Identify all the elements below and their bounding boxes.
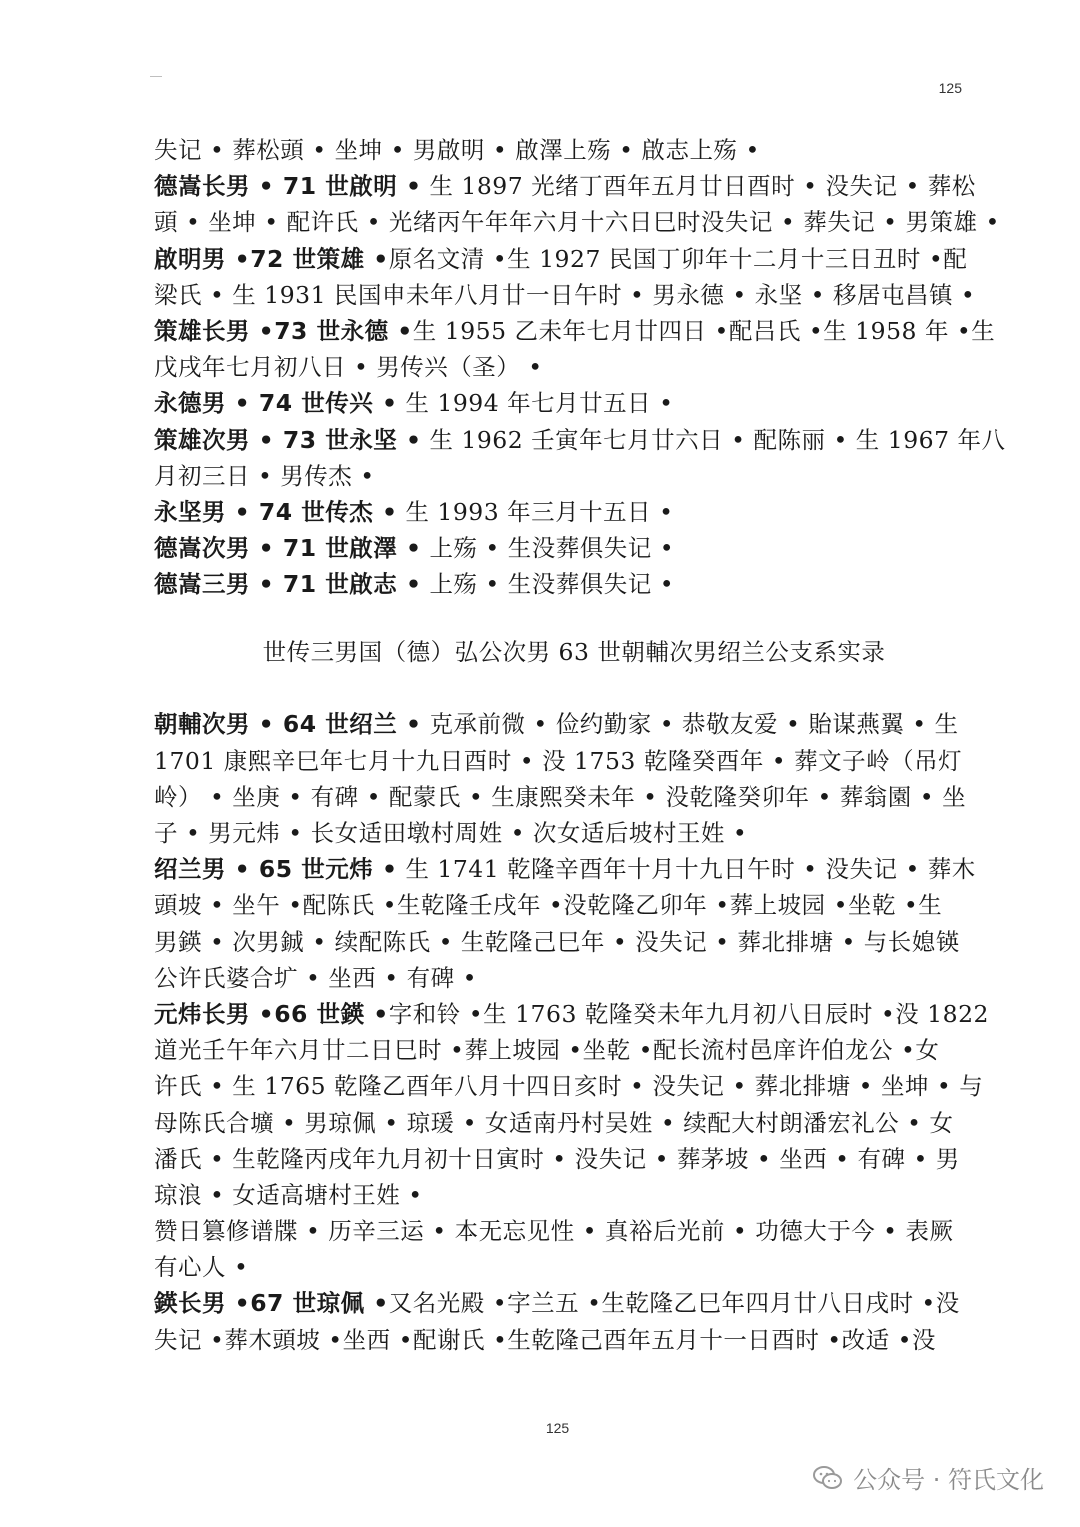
text-line [154, 385, 964, 421]
entry-heading: 德嵩长男 • 71 世啟明 • [154, 172, 422, 201]
text-line [154, 815, 964, 851]
entry-text: 上殇 • 生没葬俱失记 • [421, 534, 675, 563]
text-line [154, 566, 964, 602]
entry-text: 生 1994 年七月廿五日 • [397, 389, 674, 418]
text-line [154, 851, 976, 887]
entry-text: 頭 • 坐坤 • 配许氏 • 光绪丙午年年六月十六日巳时没失记 • 葬失记 • 男策雄 • [154, 208, 1000, 237]
watermark [813, 1460, 1044, 1495]
entry-heading: 德嵩三男 • 71 世啟志 • [154, 570, 422, 599]
entry-heading: 鍈长男 •67 世琼佩 • [154, 1289, 389, 1318]
text-line [154, 530, 964, 566]
entry-text: 頭坡 • 坐午 •配陈氏 •生乾隆壬戌年 •没乾隆乙卯年 •葬上坡园 •坐乾 •生 [154, 891, 943, 920]
entry-text: 子 • 男元炜 • 长女适田墩村周姓 • 次女适后坡村王姓 • [154, 819, 748, 847]
entry-heading: 策雄次男 • 73 世永坚 • [154, 425, 422, 454]
text-line [154, 204, 1000, 240]
text-line [154, 924, 964, 960]
text-line [154, 458, 964, 494]
entry-text: 生 1897 光绪丁酉年五月廿日酉时 • 没失记 • 葬松 [421, 172, 976, 201]
entry-text: 母陈氏合壙 • 男琼佩 • 琼瑗 • 女适南丹村吴姓 • 续配大村朗潘宏礼公 • 女 [154, 1108, 954, 1137]
entry-text: 道光壬午年六月廿二日巳时 •葬上坡园 •坐乾 •配长流村邑庠许伯龙公 •女 [154, 1036, 940, 1065]
text-line [154, 277, 976, 313]
text-line [154, 1322, 964, 1358]
entry-text: 生 1962 壬寅年七月廿六日 • 配陈丽 • 生 1967 年八 [421, 425, 1006, 454]
header-rule-mark [150, 76, 162, 77]
wechat-icon [813, 1465, 843, 1491]
entry-text: 有心人 • [154, 1253, 249, 1282]
entry-text: 又名光殿 •字兰五 •生乾隆乙巳年四月廿八日戌时 •没 [388, 1289, 960, 1318]
entry-text: 克承前微 • 俭约勤家 • 恭敬友爱 • 貽谋燕翼 • 生 [421, 710, 959, 739]
entry-heading: 朝輔次男 • 64 世绍兰 • [154, 710, 422, 739]
page-number-top: 125 [938, 80, 962, 96]
entry-text: 月初三日 • 男传杰 • [154, 461, 375, 490]
text-line [154, 132, 964, 168]
entry-text: 许氏 • 生 1765 乾隆乙酉年八月十四日亥时 • 没失记 • 葬北排塘 • 坐坤 • 与 [154, 1072, 984, 1101]
entry-text: 男鍈 • 次男鋮 • 续配陈氏 • 生乾隆己巳年 • 没失记 • 葬北排塘 • 与长媳锳 [154, 927, 960, 956]
text-line [154, 349, 964, 385]
text-line [154, 1105, 964, 1141]
entry-heading: 啟明男 •72 世策雄 • [154, 244, 389, 273]
entry-text: 赞日篡修谱牒 • 历辛三运 • 本无忘见性 • 真裕后光前 • 功德大于今 • 表厥 [154, 1217, 954, 1246]
entry-text: 公许氏婆合圹 • 坐西 • 有碑 • [154, 963, 477, 992]
entry-text: 上殇 • 生没葬俱失记 • [421, 570, 675, 599]
entry-text: 琼浪 • 女适高塘村王姓 • [154, 1180, 423, 1209]
text-line [154, 1032, 964, 1068]
entry-text: 字和铃 •生 1763 乾隆癸未年九月初八日辰时 •没 1822 [388, 999, 989, 1028]
text-line [154, 996, 989, 1032]
text-line [154, 1249, 964, 1285]
entry-text: 潘氏 • 生乾隆丙戌年九月初十日寅时 • 没失记 • 葬茅坡 • 坐西 • 有碑 • 男 [154, 1144, 960, 1173]
top-lines [154, 132, 1006, 602]
text-line [154, 743, 964, 779]
entry-heading: 永坚男 • 74 世传杰 • [154, 497, 398, 526]
entry-text: 失记 • 葬松頭 • 坐坤 • 男啟明 • 啟澤上殇 • 啟志上殇 • [154, 136, 760, 164]
text-line [154, 313, 996, 349]
text-line [154, 1285, 964, 1321]
entry-text: 梁氏 • 生 1931 民国申未年八月廿一日午时 • 男永德 • 永坚 • 移居屯昌镇 • [154, 280, 976, 309]
watermark-text: 公众号 · 符氏文化 [853, 1466, 1044, 1494]
entry-heading: 永德男 • 74 世传兴 • [154, 389, 398, 418]
entry-text: 生 1741 乾隆辛酉年十月十九日午时 • 没失记 • 葬木 [397, 855, 976, 884]
entry-text: 失记 •葬木頭坡 •坐西 •配谢氏 •生乾隆己酉年五月十一日酉时 •改适 •没 [154, 1325, 936, 1354]
text-line [154, 1141, 964, 1177]
page-number-bottom: 125 [545, 1420, 570, 1436]
text-line [154, 1177, 964, 1213]
entry-heading: 绍兰男 • 65 世元炜 • [154, 855, 398, 884]
entry-text: 岭） • 坐庚 • 有碑 • 配蒙氏 • 生康熙癸未年 • 没乾隆癸卯年 • 葬翁園 • 坐 [154, 782, 967, 811]
entry-heading: 德嵩次男 • 71 世啟澤 • [154, 534, 422, 563]
entry-text: 生 1993 年三月十五日 • [397, 497, 674, 526]
entry-heading: 元炜长男 •66 世鍈 • [154, 999, 389, 1028]
text-line [154, 1213, 964, 1249]
entry-text: 原名文清 •生 1927 民国丁卯年十二月十三日丑时 •配 [388, 244, 968, 273]
entry-heading: 策雄长男 •73 世永德 • [154, 316, 413, 345]
text-line [154, 1068, 984, 1104]
text-line [154, 779, 967, 815]
bottom-lines [154, 706, 989, 1357]
text-line [154, 960, 964, 996]
text-line [154, 422, 1006, 458]
text-line [154, 494, 964, 530]
section-title: 世传三男国（德）弘公次男 63 世朝輔次男绍兰公支系实录 [262, 638, 886, 667]
text-line [154, 706, 964, 742]
genealogy-text [154, 132, 1006, 1358]
entry-text: 生 1955 乙未年七月廿四日 •配吕氏 •生 1958 年 •生 [412, 316, 996, 345]
text-line [154, 887, 964, 923]
text-line [154, 168, 976, 204]
entry-text: 1701 康熙辛巳年七月十九日酉时 • 没 1753 乾隆癸酉年 • 葬文子岭（吊灯 [154, 746, 963, 775]
text-line [154, 241, 968, 277]
entry-text: 戊戌年七月初八日 • 男传兴（圣） • [154, 353, 543, 382]
